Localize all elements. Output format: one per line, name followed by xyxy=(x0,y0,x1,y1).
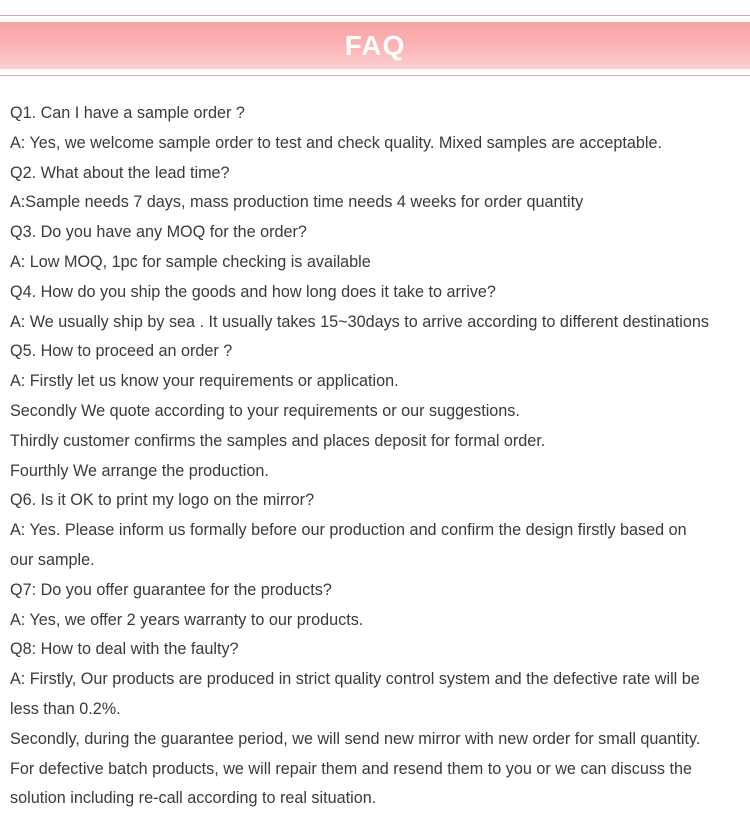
faq-answer: A: Firstly let us know your requirements or application. xyxy=(10,372,399,391)
faq-header-bar xyxy=(0,22,750,69)
page-title: FAQ xyxy=(344,29,406,61)
faq-answer: A: We usually ship by sea . It usually takes 15~30days to arrive according to different destinations xyxy=(10,312,710,331)
faq-question: Q8: How to deal with the faulty? xyxy=(10,640,239,659)
faq-answer: A: Yes, we welcome sample order to test and check quality. Mixed samples are acceptable. xyxy=(10,133,663,152)
faq-answer: A:Sample needs 7 days, mass production time needs 4 weeks for order quantity xyxy=(10,193,584,212)
faq-question: Q3. Do you have any MOQ for the order? xyxy=(10,223,307,242)
faq-header-banner xyxy=(0,15,750,76)
faq-answer: A: Low MOQ, 1pc for sample checking is available xyxy=(10,252,371,271)
faq-answer: A: Firstly, Our products are produced in strict quality control system and the defective rate will be xyxy=(10,670,700,689)
faq-question: Q2. What about the lead time? xyxy=(10,163,230,182)
faq-answer: our sample. xyxy=(10,550,95,569)
faq-answer: less than 0.2%. xyxy=(10,699,121,718)
faq-question: Q7: Do you offer guarantee for the products? xyxy=(10,580,332,599)
faq-answer: Secondly We quote according to your requirements or our suggestions. xyxy=(10,401,520,420)
faq-answer: For defective batch products, we will repair them and resend them to you or we can discuss the xyxy=(10,759,693,778)
faq-answer: A: Yes. Please inform us formally before our production and confirm the design firstly based on xyxy=(10,521,687,540)
faq-answer: Secondly, during the guarantee period, we will send new mirror with new order for small quantity. xyxy=(10,729,701,748)
faq-answer: Fourthly We arrange the production. xyxy=(10,461,269,480)
faq-list xyxy=(10,99,748,814)
faq-question: Q6. Is it OK to print my logo on the mirror? xyxy=(10,491,315,510)
faq-question: Q5. How to proceed an order ? xyxy=(10,342,233,361)
faq-question: Q1. Can I have a sample order ? xyxy=(10,104,245,122)
faq-question: Q4. How do you ship the goods and how long does it take to arrive? xyxy=(10,282,496,301)
faq-answer: A: Yes, we offer 2 years warranty to our products. xyxy=(10,610,364,629)
faq-answer: Thirdly customer confirms the samples and places deposit for formal order. xyxy=(10,431,546,450)
faq-answer: solution including re-call according to real situation. xyxy=(10,789,377,808)
